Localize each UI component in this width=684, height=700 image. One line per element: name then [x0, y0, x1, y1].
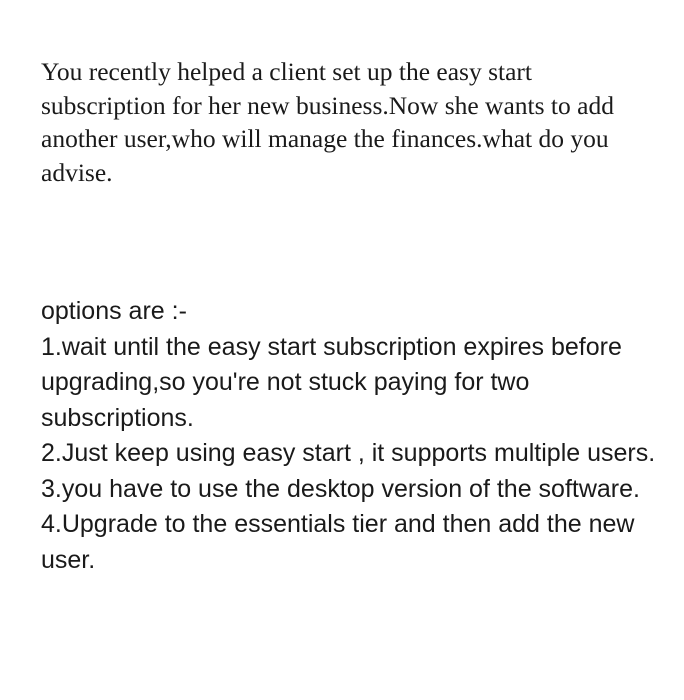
option-4: 4.Upgrade to the essentials tier and then add the new user.: [41, 510, 635, 574]
option-2: 2.Just keep using easy start , it supports multiple users.: [41, 439, 656, 467]
option-3: 3.you have to use the desktop version of the software.: [41, 474, 640, 503]
question-text: You recently helped a client set up the easy start subscription for her new business.Now she wants to add another user,who will manage the finances.what do you advise.: [41, 57, 614, 187]
options-header: options are :-: [41, 297, 187, 325]
option-1: 1.wait until the easy start subscription expires before upgrading,so you're not stuck paying for two subscriptions.: [41, 332, 622, 432]
options-list: [41, 294, 661, 578]
